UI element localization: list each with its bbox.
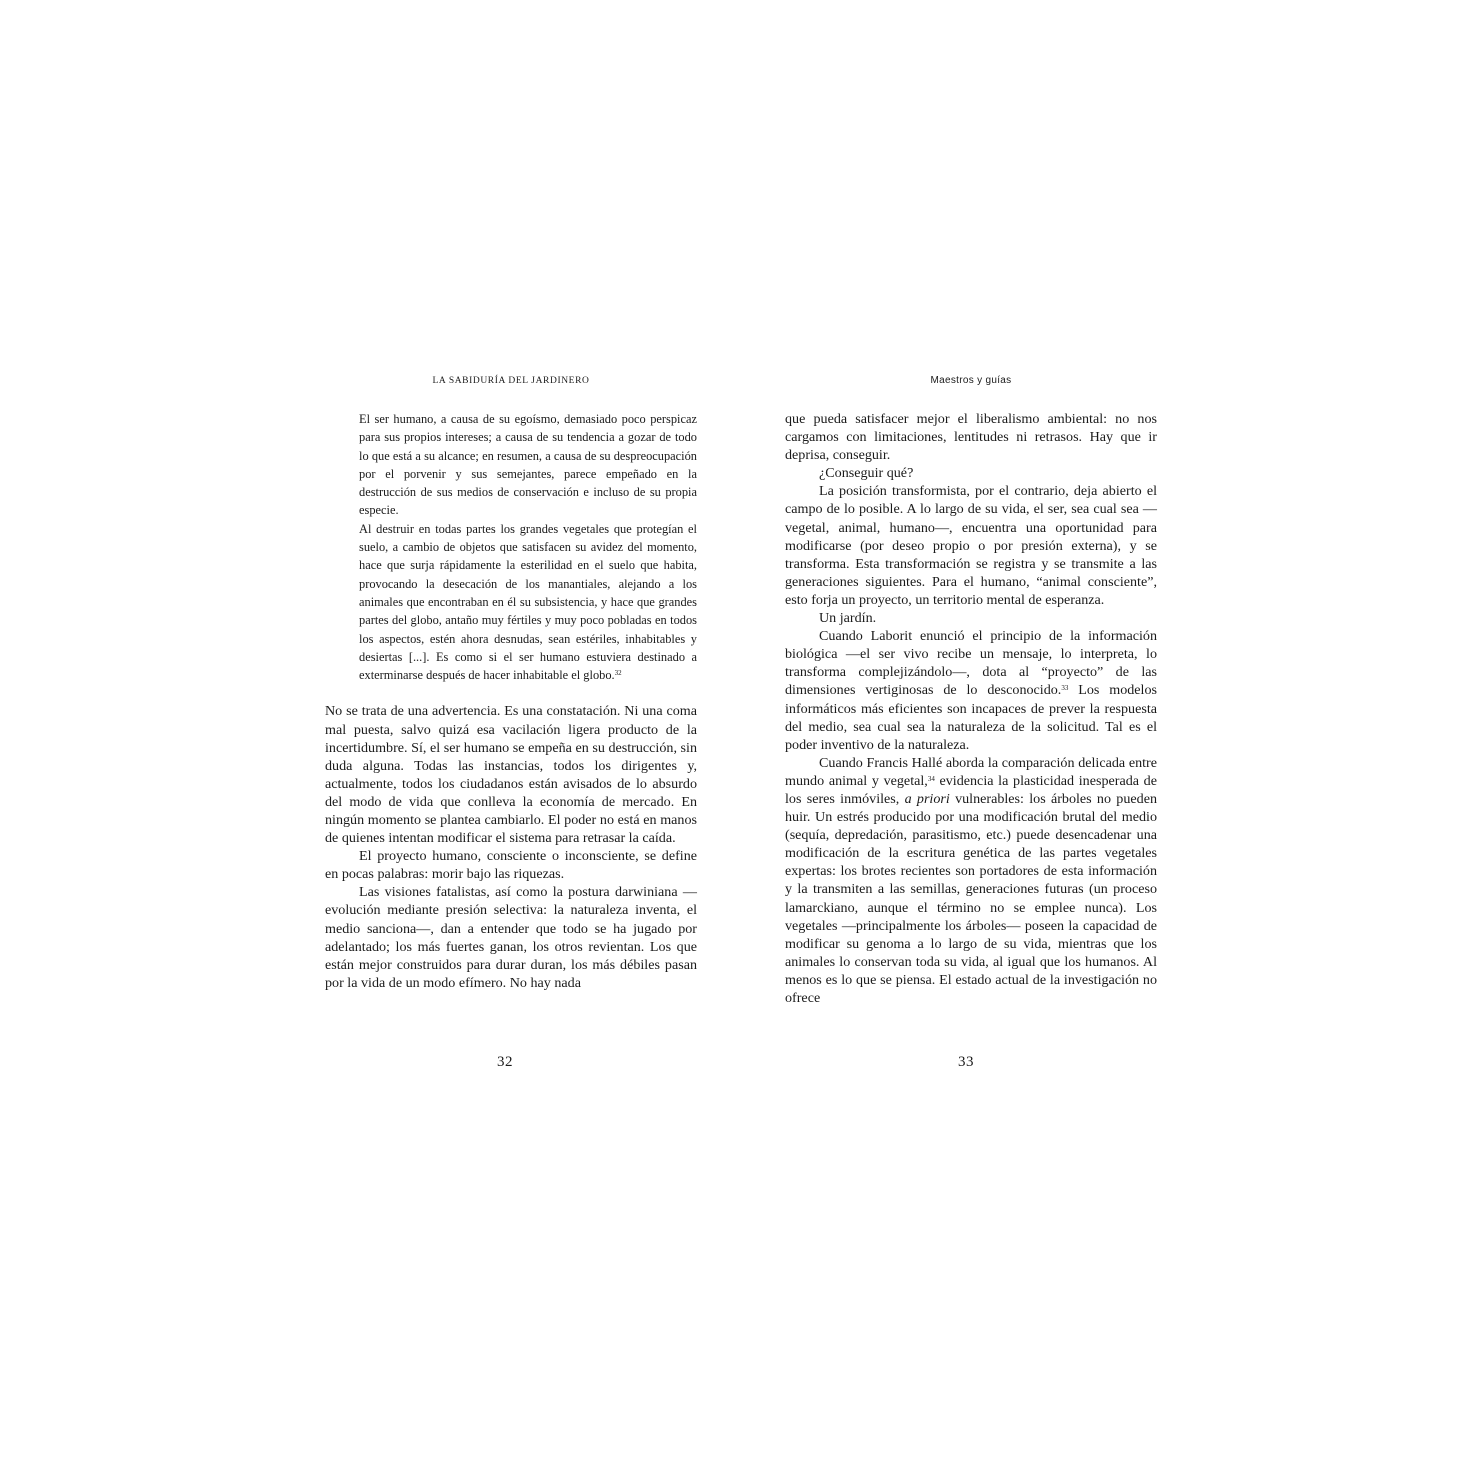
paragraph xyxy=(785,754,1157,1007)
running-head-right xyxy=(785,370,1157,390)
right-page xyxy=(785,370,1157,1007)
paragraph: ¿Conseguir qué? xyxy=(819,465,914,482)
paragraph: que pueda satisfacer mejor el liberalismo ambiental: no nos cargamos con limitaciones, lentitudes ni retrasos. Hay que ir deprisa, conseguir. xyxy=(785,411,1157,464)
paragraph-text: Cuando Laborit enunció el principio de la información biológica —el ser vivo recibe un mensaje, lo interpreta, lo transforma complejizándolo—, dota al “proyecto” de las dimensiones vertiginosas de lo desconocido. xyxy=(785,628,1157,699)
book-title: LA SABIDURÍA DEL JARDINERO xyxy=(432,376,590,386)
paragraph: Un jardín. xyxy=(819,610,877,627)
paragraph: Las visiones fatalistas, así como la postura darwiniana —evolución mediante presión selectiva: la naturaleza inventa, el medio sanciona—, dan a entender que todo se ha jugado por adelantado; los más fuertes ganan, los otros revientan. Los que están mejor construidos para durar duran, los más débiles pasan por la vida de un modo efímero. No hay nada xyxy=(325,884,697,991)
quote-text: Al destruir en todas partes los grandes vegetales que protegían el suelo, a cambio de objetos que satisfacen su avidez del momento, hace que surja rápidamente la esterilidad en el suelo que habita, provocando la desecación de los manantiales, alejando a los animales que encontraban en él su subsistencia, y hace que grandes partes del globo, antaño muy fértiles y muy poco pobladas en todos los aspectos, estén ahora desnudas, sean estériles, inhabitables y desiertas [...]. Es como si el ser humano estuviera destinado a exterminarse después de hacer inhabitable el globo. xyxy=(359,521,697,683)
paragraph-text: Los modelos informáticos más eficientes son incapaces de prever la respuesta del medio, sea cual sea la naturaleza de la solicitud. Tal es el poder inventivo de la naturaleza. xyxy=(785,682,1157,753)
body-text-left xyxy=(325,702,697,992)
paragraph: El proyecto humano, consciente o inconsciente, se define en pocas palabras: morir bajo las riquezas. xyxy=(325,848,697,883)
running-head-left xyxy=(325,370,697,390)
italic-term: a priori xyxy=(904,790,950,807)
paragraph: No se trata de una advertencia. Es una constatación. Ni una coma mal puesta, salvo quizá esa vacilación ligera producto de la incertidumbre. Sí, el ser humano se empeña en su destrucción, sin duda alguna. Todas las instancias, todos los dirigentes y, actualmente, todos los ciudadanos están avisados de lo absurdo del modo de vida que conlleva la economía de mercado. En ningún momento se plantea cambiarlo. El poder no está en manos de quienes intentan modificar el sistema para retrasar la caída. xyxy=(325,703,697,847)
paragraph-text: evidencia la plasticidad inesperada de los seres inmóviles, xyxy=(785,772,1157,807)
paragraph xyxy=(785,627,1157,754)
footnote-marker: 34 xyxy=(927,774,935,783)
page-number-left: 32 xyxy=(497,1054,513,1070)
quote-paragraph xyxy=(359,520,697,685)
footnote-marker: 33 xyxy=(1061,684,1069,693)
quote-paragraph: El ser humano, a causa de su egoísmo, demasiado poco perspicaz para sus propios intereses; a causa de su tendencia a gozar de todo lo que está a su alcance; en resumen, a causa de su despreocupación por el porvenir y sus semejantes, parece empeñado en la destrucción de sus medios de conservación e incluso de su propia especie. xyxy=(359,412,697,518)
page-number-right: 33 xyxy=(958,1054,974,1070)
chapter-title: Maestros y guías xyxy=(930,375,1012,386)
paragraph-text: vulnerables: los árboles no pueden huir. Un estrés producido por una modificación brutal del medio (sequía, depredación, parasitismo, etc.) puede desencadenar una modificación de la escritura genética de las partes vegetales expertas: los brotes recientes son portadores de esta información y la transmiten a las semillas, generaciones futuras (un proceso lamarckiano, aunque el término no se emplee nunca). Los vegetales —principalmente los árboles— poseen la capacidad de modificar su genoma a lo largo de su vida, mientras que los animales lo conservan toda su vida, al igual que los humanos. Al menos es lo que se piensa. El estado actual de la investigación no ofrece xyxy=(785,790,1157,1006)
body-text-right xyxy=(785,410,1157,1007)
paragraph-text: Cuando Francis Hallé aborda la comparación delicada entre mundo animal y vegetal, xyxy=(785,754,1157,789)
footnote-marker: 32 xyxy=(614,669,622,678)
left-page xyxy=(325,370,697,992)
paragraph: La posición transformista, por el contrario, deja abierto el campo de lo posible. A lo largo de su vida, el ser, sea cual sea —vegetal, animal, humano—, encuentra una oportunidad para modificarse (por deseo propio o por presión externa), y se transforma. Esta transformación se registra y se transmite a las generaciones siguientes. Para el humano, “animal consciente”, esto forja un proyecto, un territorio mental de esperanza. xyxy=(785,483,1157,608)
block-quote xyxy=(359,410,697,684)
